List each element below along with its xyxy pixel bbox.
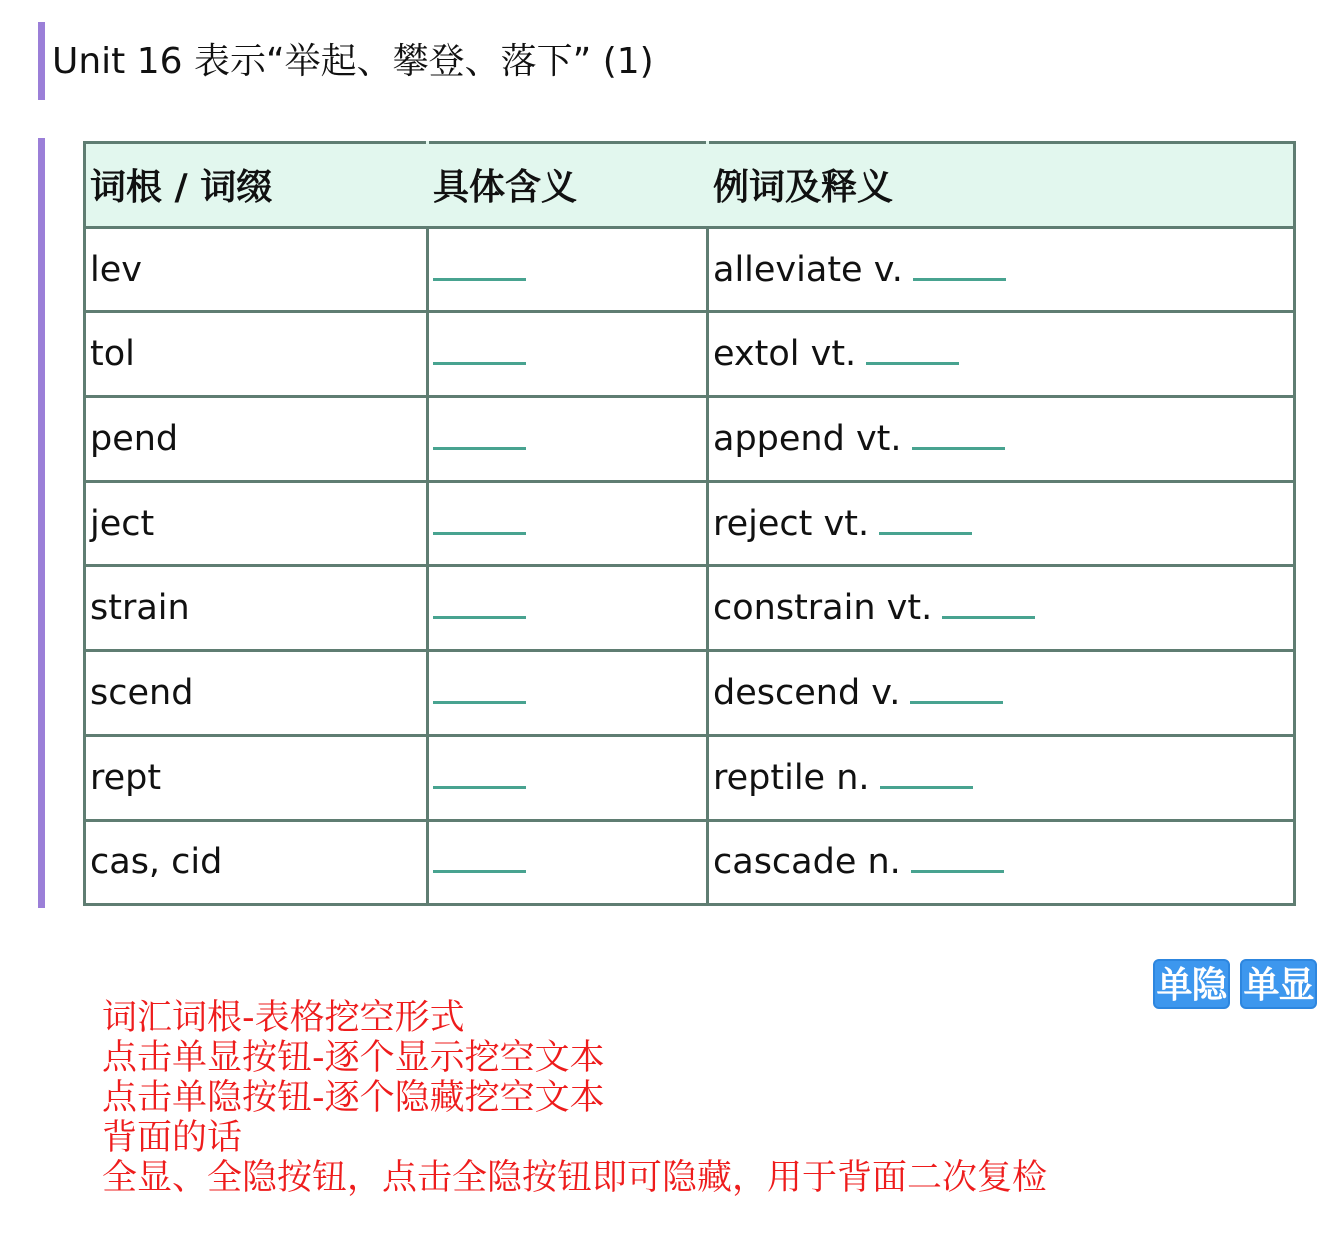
example-blank[interactable] <box>911 843 1004 873</box>
table-row <box>85 227 1295 312</box>
example-cell <box>708 566 1295 651</box>
root-text: rept <box>90 757 162 798</box>
example-cell <box>708 312 1295 397</box>
meaning-cell <box>428 735 708 820</box>
root-text: tol <box>90 334 135 375</box>
page-title: Unit 16 表示“举起、攀登、落下” (1) <box>52 41 654 82</box>
example-word: reject vt. <box>713 503 870 544</box>
root-cell <box>85 566 428 651</box>
meaning-blank[interactable] <box>433 505 526 535</box>
header-example: 例词及释义 <box>708 143 1295 228</box>
root-cell <box>85 397 428 482</box>
meaning-cell <box>428 227 708 312</box>
table-row <box>85 397 1295 482</box>
table-row <box>85 820 1295 905</box>
header-meaning: 具体含义 <box>428 143 708 228</box>
note-line: 点击单隐按钮-逐个隐藏挖空文本 <box>102 1078 605 1118</box>
table-row <box>85 651 1295 736</box>
example-word: descend v. <box>713 672 901 713</box>
example-word: cascade n. <box>713 842 901 883</box>
example-blank[interactable] <box>912 420 1005 450</box>
meaning-blank[interactable] <box>433 759 526 789</box>
example-word: constrain vt. <box>713 588 933 629</box>
meaning-blank[interactable] <box>433 420 526 450</box>
meaning-blank[interactable] <box>433 674 526 704</box>
example-word: extol vt. <box>713 334 857 375</box>
example-cell <box>708 227 1295 312</box>
meaning-cell <box>428 820 708 905</box>
title-accent-bar <box>38 22 45 100</box>
root-cell <box>85 481 428 566</box>
root-text: scend <box>90 672 194 713</box>
table-row <box>85 312 1295 397</box>
table-row <box>85 481 1295 566</box>
notes <box>102 998 1047 1198</box>
root-text: strain <box>90 588 190 629</box>
root-text: pend <box>90 418 179 459</box>
table-accent-bar <box>38 138 45 908</box>
note-line: 背面的话 <box>102 1118 243 1158</box>
example-cell <box>708 481 1295 566</box>
example-cell <box>708 735 1295 820</box>
root-text: ject <box>90 503 155 544</box>
root-cell <box>85 227 428 312</box>
header-root: 词根 / 词缀 <box>85 143 428 228</box>
meaning-blank[interactable] <box>433 335 526 365</box>
table-header-row <box>85 143 1295 228</box>
example-blank[interactable] <box>879 505 972 535</box>
example-cell <box>708 820 1295 905</box>
example-word: reptile n. <box>713 757 870 798</box>
note-line: 词汇词根-表格挖空形式 <box>102 998 465 1038</box>
example-word: append vt. <box>713 418 902 459</box>
example-cell <box>708 397 1295 482</box>
meaning-cell <box>428 566 708 651</box>
root-cell <box>85 820 428 905</box>
meaning-cell <box>428 312 708 397</box>
example-blank[interactable] <box>942 589 1035 619</box>
table-body <box>85 227 1295 905</box>
hide-one-button[interactable]: 单隐 <box>1153 959 1230 1009</box>
root-text: lev <box>90 249 142 290</box>
root-text: cas, cid <box>90 842 223 883</box>
example-blank[interactable] <box>880 759 973 789</box>
table-row <box>85 566 1295 651</box>
meaning-blank[interactable] <box>433 251 526 281</box>
note-line: 全显、全隐按钮，点击全隐按钮即可隐藏，用于背面二次复检 <box>102 1158 1048 1198</box>
vocab-table <box>83 141 1296 906</box>
note-line: 点击单显按钮-逐个显示挖空文本 <box>102 1038 605 1078</box>
root-cell <box>85 312 428 397</box>
root-cell <box>85 651 428 736</box>
meaning-cell <box>428 651 708 736</box>
example-blank[interactable] <box>910 674 1003 704</box>
example-blank[interactable] <box>866 335 959 365</box>
meaning-blank[interactable] <box>433 589 526 619</box>
example-blank[interactable] <box>913 251 1006 281</box>
example-word: alleviate v. <box>713 249 903 290</box>
example-cell <box>708 651 1295 736</box>
show-one-button[interactable]: 单显 <box>1240 959 1317 1009</box>
meaning-cell <box>428 481 708 566</box>
table-row <box>85 735 1295 820</box>
meaning-blank[interactable] <box>433 843 526 873</box>
meaning-cell <box>428 397 708 482</box>
root-cell <box>85 735 428 820</box>
